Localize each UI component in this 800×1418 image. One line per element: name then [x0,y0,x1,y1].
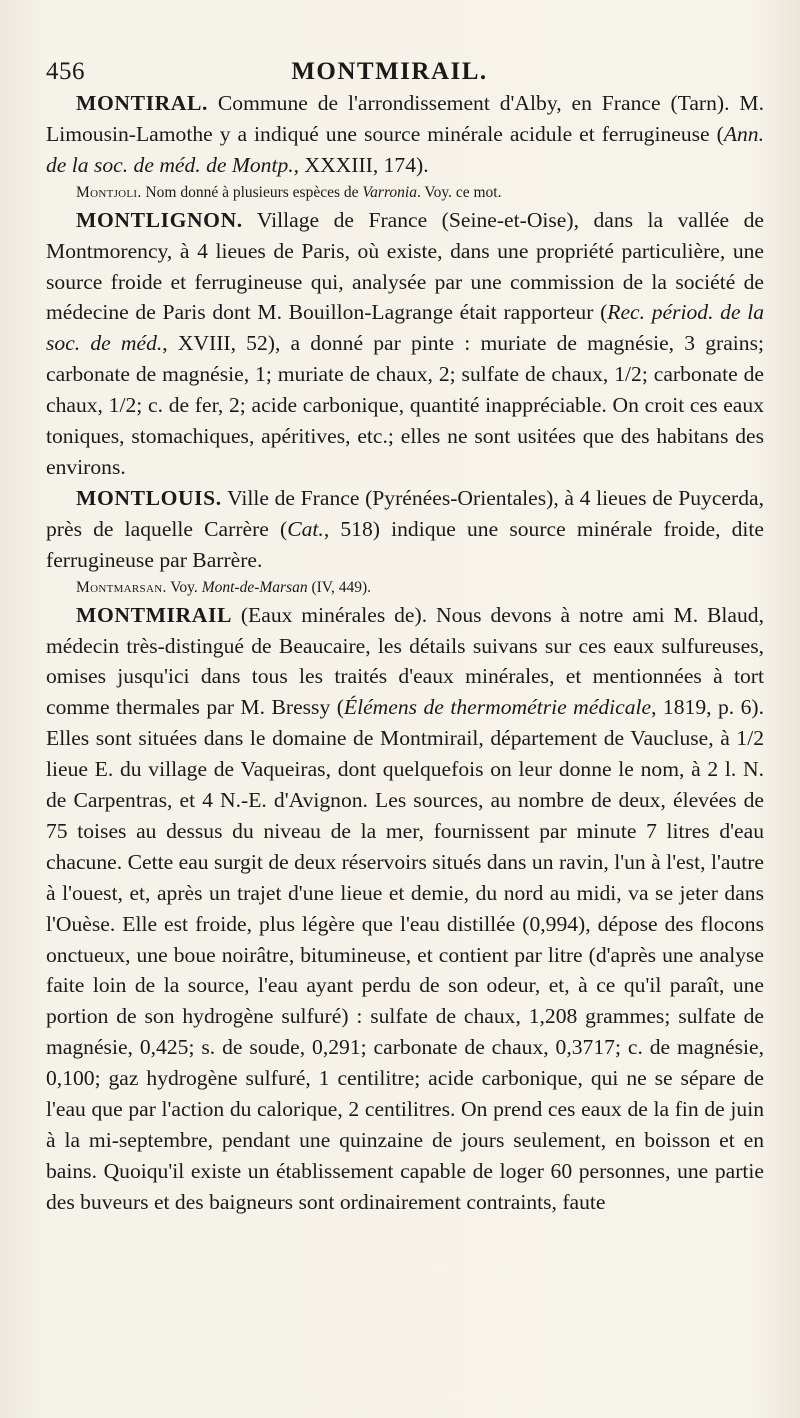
running-header [46,58,764,86]
citation: Cat. [287,516,324,541]
entry-montmirail: MONTMIRAIL (Eaux minérales de). Nous devons à notre ami M. Blaud, médecin très-distingué de Beaucaire, les détails suivans sur ces eaux sulfureuses, omises jusqu'ici dans tous les traités d'eaux minérales, et mentionnées à tort comme thermales par M. Bressy (Élémens de thermométrie médicale, 1819, p. 6). Elles sont situées dans le domaine de Montmirail, département de Vaucluse, à 1/2 lieue E. du village de Vaqueiras, dont quelquefois on leur donne le nom, à 2 l. N. de Carpentras, et 4 N.-E. d'Avignon. Les sources, au nombre de deux, élevées de 75 toises au dessus du niveau de la mer, fournissent par minute 7 litres d'eau chacune. Cette eau surgit de deux réservoirs situés dans un ravin, l'un à l'est, l'autre à l'ouest, et, après un trajet d'une lieue et demie, du nord au midi, va se jeter dans l'Ouèse. Elle est froide, plus légère que l'eau distillée (0,994), dépose des flocons onctueux, une boue noirâtre, bitumineuse, et contient par litre (d'après une analyse faite loin de la source, l'eau ayant perdu de son odeur, et, à ce qu'il paraît, une portion de son hydrogène sulfuré) : sulfate de chaux, 1,208 grammes; sulfate de magnésie, 0,425; s. de soude, 0,291; carbonate de chaux, 0,3717; c. de magnésie, 0,100; gaz hydrogène sulfuré, 1 centilitre; acide carbonique, qui ne se sépare de l'eau que par l'action du calorique, 2 centilitres. On prend ces eaux de la fin de juin à la mi-septembre, pendant une quinzaine de jours seulement, en boisson et en bains. Quoiqu'il existe un établissement capable de loger 60 personnes, une partie des buveurs et des baigneurs sont ordinairement contraints, faute [46,602,764,1214]
entry-montmarsan: Montmarsan. Voy. Mont-de-Marsan (IV, 449). [76,578,372,596]
entry-montjoli: Montjoli. Nom donné à plusieurs espèces de Varronia. Voy. ce mot. [76,183,502,201]
headword: MONTMIRAIL [76,602,232,627]
entry-montiral: MONTIRAL. Commune de l'arrondissement d'Alby, en France (Tarn). M. Limousin-Lamothe y a indiqué une source minérale acidule et ferrugineuse (Ann. de la soc. de méd. de Montp., XXXIII, 174). [46,91,764,177]
headword: Montmarsan. [76,578,167,596]
headword: MONTIRAL. [76,91,208,115]
entry-montlignon: MONTLIGNON. Village de France (Seine-et-Oise), dans la vallée de Montmorency, à 4 lieues de Paris, où existe, dans une propriété particulière, une source froide et ferrugineuse qui, analysée par une commission de la société de médecine de Paris dont M. Bouillon-Lagrange était rapporteur (Rec. périod. de la soc. de méd., XVIII, 52), a donné par pinte : muriate de magnésie, 3 grains; carbonate de magnésie, 1; muriate de chaux, 2; sulfate de chaux, 1/2; carbonate de chaux, 1/2; c. de fer, 2; acide carbonique, quantité inappréciable. On croit ces eaux toniques, stomachiques, apéritives, etc.; elles ne sont usitées que des habitans des environs. [46,207,764,479]
running-title: MONTMIRAIL. [291,58,488,85]
headword: MONTLIGNON. [76,207,243,232]
headword: Montjoli. [76,183,142,201]
citation: Rec. périod. de la soc. de méd. [46,300,764,356]
cross-reference: Varronia [362,183,417,201]
headword: MONTLOUIS. [76,485,222,510]
cross-reference: Mont-de-Marsan [201,578,308,596]
citation: Ann. de la soc. de méd. de Montp. [46,121,764,177]
entry-montlouis: MONTLOUIS. Ville de France (Pyrénées-Orientales), à 4 lieues de Puycerda, près de laquelle Carrère (Cat., 518) indique une source minérale froide, dite ferrugineuse par Barrère. [46,485,765,572]
page-number: 456 [46,58,85,85]
citation: Élémens de thermométrie médicale [343,695,652,720]
